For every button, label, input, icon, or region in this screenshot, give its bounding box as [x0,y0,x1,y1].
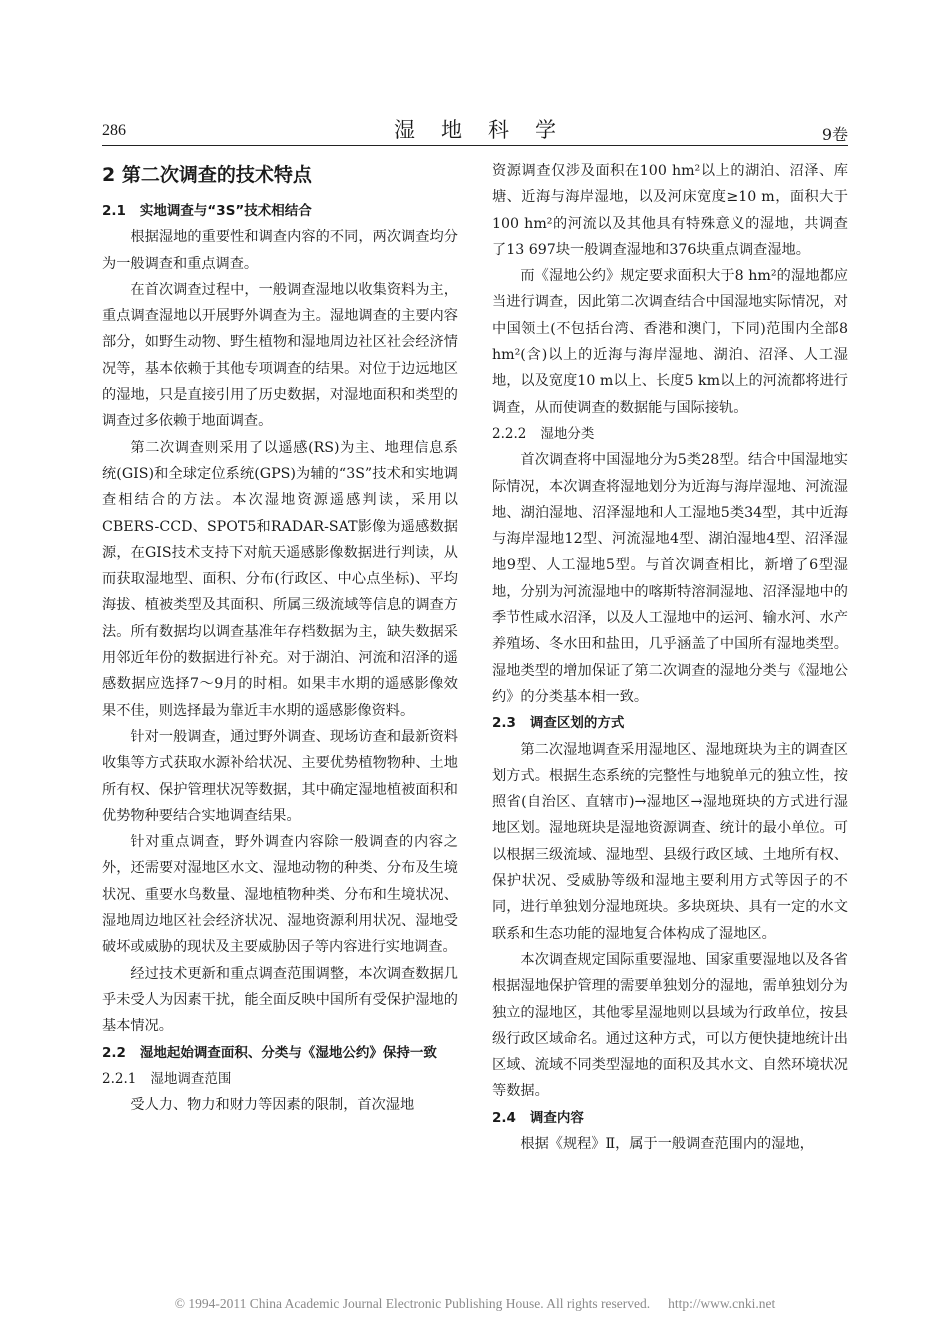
heading-text: 调查区划的方式 [529,715,625,732]
page-number: 286 [102,122,126,139]
body-paragraph: 根据湿地的重要性和调查内容的不同，两次调查均分为一般调查和重点调查。 [102,229,458,272]
body-paragraph: 根据《规程》Ⅱ，属于一般调查范围内的湿地， [520,1135,814,1152]
right-column [492,158,848,1157]
page-header [102,112,848,146]
section-heading: 2 第二次调查的技术特点 [102,164,312,186]
footer [0,1296,950,1312]
body-paragraph: 在首次调查过程中，一般调查湿地以收集资料为主，重点调查湿地以开展野外调查为主。湿地调查的主要内容部分，如野生动物、野生植物和湿地周边社区社会经济情况等，基本依赖于其他专项调查的结果。对位于边远地区的湿地，只是直接引用了历史数据，对湿地面积和类型的调查过多依赖于地面调查。 [102,281,458,430]
body-paragraph: 第二次调查则采用了以遥感(RS)为主、地理信息系统(GIS)和全球定位系统(GPS)为辅的“3S”技术和实地调查相结合的方法。本次湿地资源遥感判读，采用以CBERS-CCD、SPOT5和RADAR-SAT影像为遥感数据源，在GIS技术支持下对航天遥感影像数据进行判读，从而获取湿地型、面积、分布(行政区、中心点坐标)、平均海拔、植被类型及其面积、所属三级流域等信息的调查方法。所有数据均以调查基准年存档数据为主，缺失数据采用邻近年份的数据进行补充。对于湖泊、河流和沼泽的遥感数据应选择7～9月的时相。如果丰水期的遥感影像效果不佳，则选择最为靠近丰水期的遥感影像资料。 [102,439,458,719]
heading-text: 实地调查与“3S”技术相结合 [139,203,312,219]
heading-number: 2.2.2 [492,425,527,442]
body-paragraph: 经过技术更新和重点调查范围调整，本次调查数据几乎未受人为因素干扰，能全面反映中国所有受保护湿地的基本情况。 [102,965,458,1035]
heading-number: 2.2.1 [102,1070,137,1087]
journal-title: 湿地科学 [394,118,582,142]
body-paragraph: 本次调查规定国际重要湿地、国家重要湿地以及各省根据湿地保护管理的需要单独划分的湿地，需单独划分为独立的湿地区，其他零星湿地则以县域为行政单位，按县级行政区域命名。通过这种方式，可以方便快捷地统计出区域、流域不同类型湿地的面积及其水文、自然环境状况等数据。 [492,951,848,1100]
copyright-text: © 1994-2011 China Academic Journal Electronic Publishing House. All rights reserved. [174,1296,651,1311]
subsubsection-heading [102,1066,458,1092]
body-paragraph: 针对一般调查，通过野外调查、现场访查和最新资料收集等方式获取水源补给状况、主要优势植物物种、土地所有权、保护管理状况等数据，其中确定湿地植被面积和优势物种要结合实地调查结果。 [102,728,458,824]
heading-text: 湿地调查范围 [150,1070,232,1087]
body-paragraph: 资源调查仅涉及面积在100 hm²以上的湖泊、沼泽、库塘、近海与海岸湿地，以及河床宽度≥10 m，面积大于100 hm²的河流以及其他具有特殊意义的湿地，共调查了13 697块一般调查湿地和376块重点调查湿地。 [492,163,848,258]
heading-number: 2.1 [102,203,126,219]
heading-number: 2.2 [102,1044,126,1061]
volume-label: 9卷 [821,125,848,144]
body-paragraph: 针对重点调查，野外调查内容除一般调查的内容之外，还需要对湿地区水文、湿地动物的种类、分布及生境状况、重要水鸟数量、湿地植物种类、分布和生境状况、湿地周边地区社会经济状况、湿地资源利用状况、湿地受破坏或威胁的现状及主要威胁因子等内容进行实地调查。 [102,834,458,956]
subsection-heading [102,198,458,224]
heading-text: 调查内容 [529,1109,584,1126]
body-paragraph: 而《湿地公约》规定要求面积大于8 hm²的湿地都应当进行调查，因此第二次调查结合中国湿地实际情况，对中国领土(不包括台湾、香港和澳门，下同)范围内全部8 hm²(含)以上的近海与海岸湿地、湖泊、沼泽、人工湿地，以及宽度10 m以上、长度5 km以上的河流都将进行调查，从而使调查的数据能与国际接轨。 [492,268,848,416]
footer-url[interactable]: http://www.cnki.net [668,1296,776,1311]
body-paragraph: 受人力、物力和财力等因素的限制，首次湿地 [130,1097,415,1114]
left-column [102,158,458,1118]
body-paragraph: 第二次湿地调查采用湿地区、湿地斑块为主的调查区划方式。根据生态系统的完整性与地貌单元的独立性，按照省(自治区、直辖市)→湿地区→湿地斑块的方式进行湿地区划。湿地斑块是湿地资源调查、统计的最小单位。可以根据三级流域、湿地型、县级行政区域、土地所有权、保护状况、受威胁等级和湿地主要利用方式等因子的不同，进行单独划分湿地斑块。多块斑块、具有一定的水文联系和生态功能的湿地复合体构成了湿地区。 [492,741,848,942]
subsubsection-heading [492,421,848,447]
subsection-heading [492,710,848,736]
heading-number: 2.3 [492,715,516,732]
subsection-heading [492,1105,848,1131]
header-rule [102,145,848,146]
heading-text: 湿地起始调查面积、分类与《湿地公约》保持一致 [139,1044,437,1061]
heading-number: 2.4 [492,1109,516,1126]
heading-text: 湿地分类 [540,425,595,442]
subsection-heading [102,1040,458,1066]
body-paragraph: 首次调查将中国湿地分为5类28型。结合中国湿地实际情况，本次调查将湿地划分为近海与海岸湿地、河流湿地、湖泊湿地、沼泽湿地和人工湿地5类34型，其中近海与海岸湿地12型、河流湿地4型、湖泊湿地4型、沼泽湿地9型、人工湿地5型。与首次调查相比，新增了6型湿地，分别为河流湿地中的喀斯特溶洞湿地、沼泽湿地中的季节性咸水沼泽，以及人工湿地中的运河、输水河、水产养殖场、冬水田和盐田，几乎涵盖了中国所有湿地类型。湿地类型的增加保证了第二次调查的湿地分类与《湿地公约》的分类基本相一致。 [492,452,848,705]
